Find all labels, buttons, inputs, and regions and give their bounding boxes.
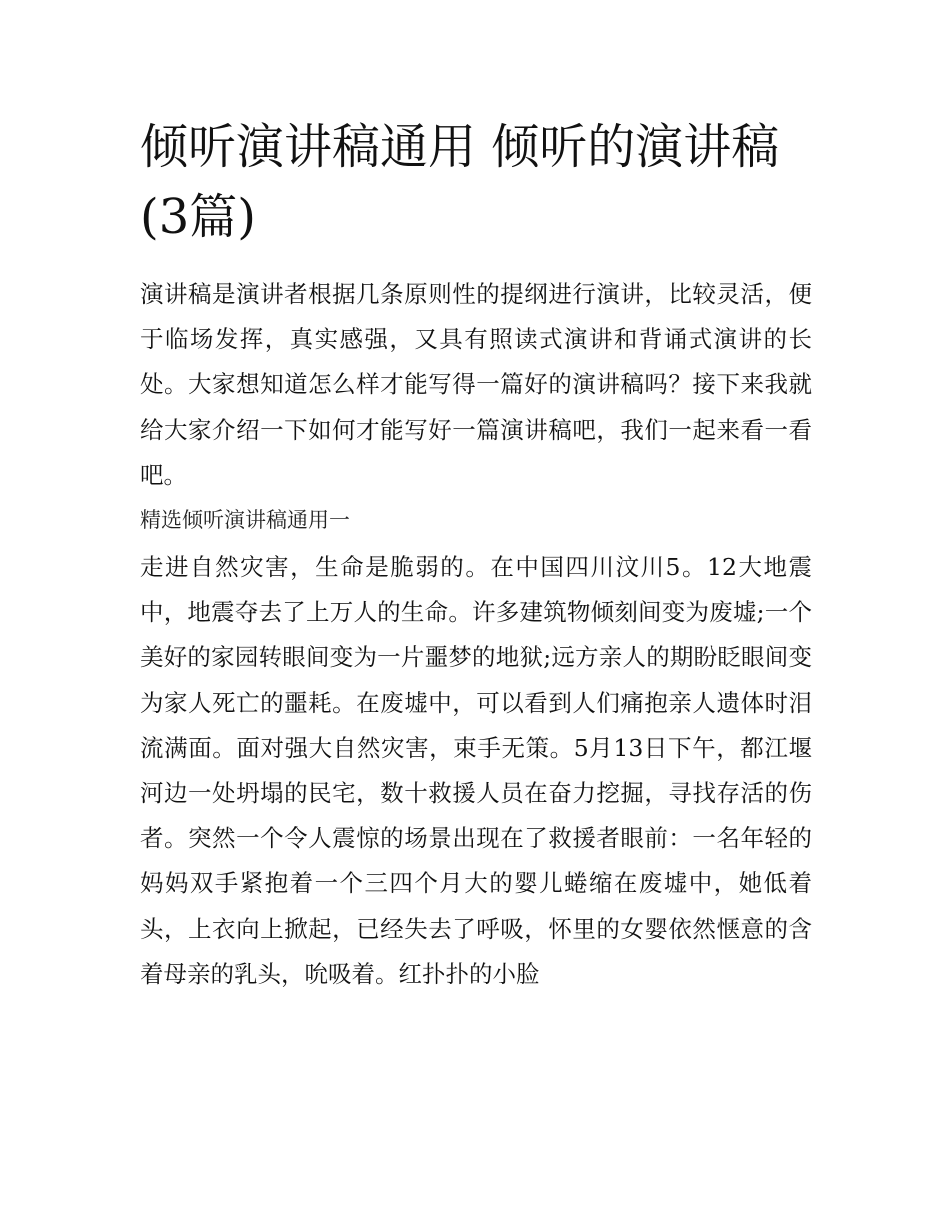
body-paragraph: 走进自然灾害，生命是脆弱的。在中国四川汶川5。12大地震中，地震夺去了上万人的生命。许多建筑物倾刻间变为废墟;一个美好的家园转眼间变为一片噩梦的地狱;远方亲人的期盼眨眼间变为家人死亡的噩耗。在废墟中，可以看到人们痛抱亲人遗体时泪流满面。面对强大自然灾害，束手无策。5月13日下午，都江堰河边一处坍塌的民宅，数十救援人员在奋力挖掘，寻找存活的伤者。突然一个令人震惊的场景出现在了救援者眼前：一名年轻的妈妈双手紧抱着一个三四个月大的婴儿蜷缩在废墟中，她低着头，上衣向上掀起，已经失去了呼吸，怀里的女婴依然惬意的含着母亲的乳头，吮吸着。红扑扑的小脸 — [140, 553, 812, 988]
section-heading: 精选倾听演讲稿通用一 — [140, 508, 350, 533]
document-page — [140, 112, 812, 997]
intro-paragraph: 演讲稿是演讲者根据几条原则性的提纲进行演讲，比较灵活，便于临场发挥，真实感强，又具有照读式演讲和背诵式演讲的长处。大家想知道怎么样才能写得一篇好的演讲稿吗？接下来我就给大家介绍一下如何才能写好一篇演讲稿吧，我们一起来看一看吧。 — [140, 280, 812, 489]
document-title: 倾听演讲稿通用 倾听的演讲稿(3篇) — [140, 119, 780, 245]
